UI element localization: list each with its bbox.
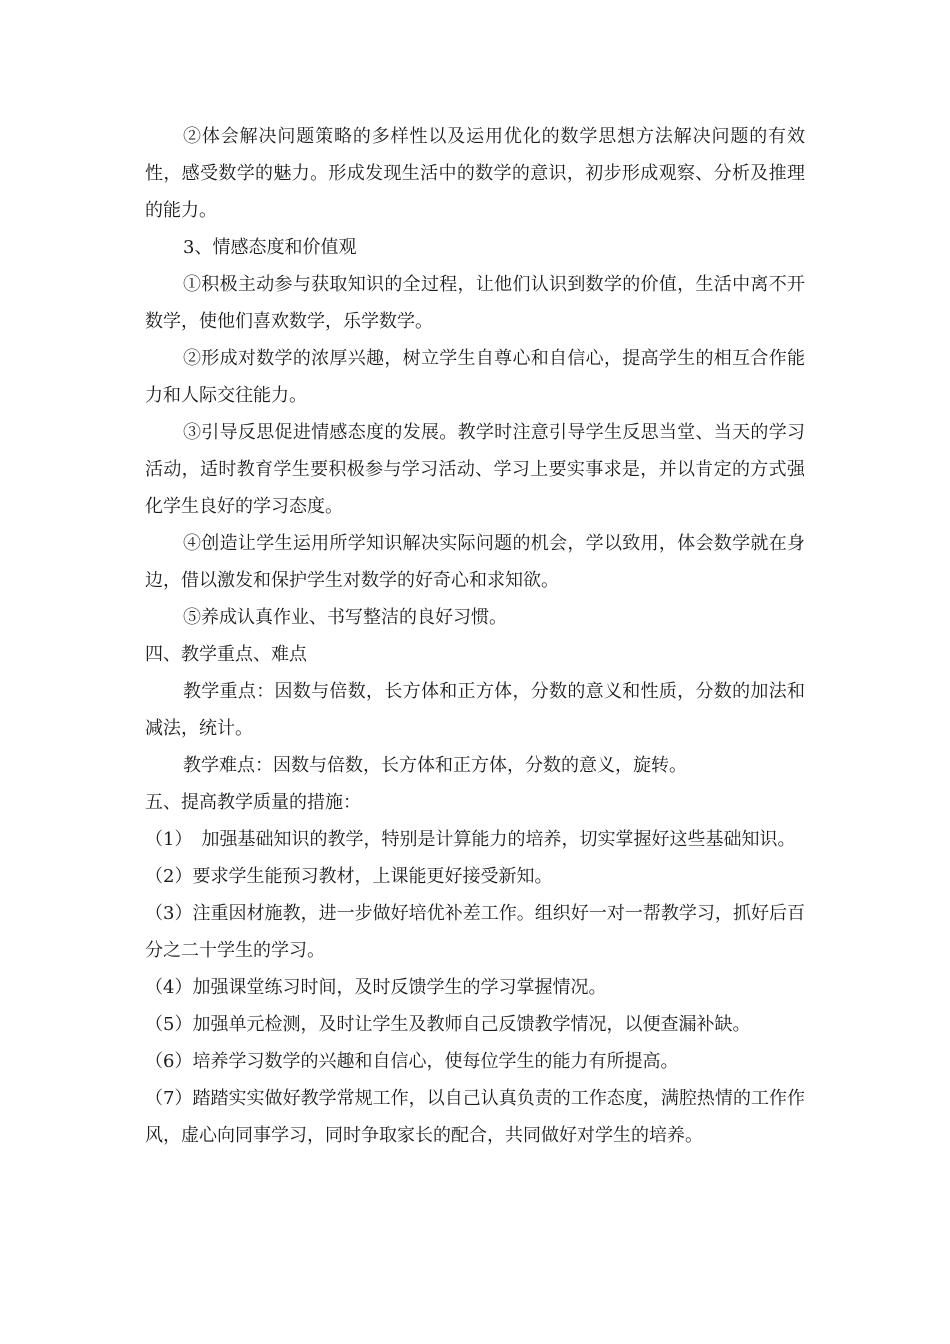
heading-quality-measures: 五、提高教学质量的措施：: [145, 792, 361, 813]
paragraph-apply-knowledge: ④创造让学生运用所学知识解决实际问题的机会，学以致用，体会数学就在身边，借以激发和保护学生对数学的好奇心和求知欲。: [145, 533, 805, 591]
list-item-measure-1: （1） 加强基础知识的教学，特别是计算能力的培养，切实掌握好这些基础知识。: [145, 829, 796, 850]
paragraph-key-points: 教学重点：因数与倍数，长方体和正方体，分数的意义和性质，分数的加法和减法，统计。: [145, 681, 805, 739]
paragraph-difficult-points: 教学难点：因数与倍数，长方体和正方体，分数的意义，旋转。: [183, 755, 687, 776]
list-item-measure-6: （6）培养学习数学的兴趣和自信心，使每位学生的能力有所提高。: [145, 1051, 679, 1072]
paragraph-active-participation: ①积极主动参与获取知识的全过程，让他们认识到数学的价值，生活中离不开数学，使他们喜欢数学，乐学数学。: [145, 274, 805, 332]
paragraph-interest-confidence: ②形成对数学的浓厚兴趣，树立学生自尊心和自信心，提高学生的相互合作能力和人际交往能力。: [145, 348, 805, 406]
list-item-measure-5: （5）加强单元检测，及时让学生及教师自己反馈教学情况，以便查漏补缺。: [145, 1014, 751, 1035]
paragraph-good-habits: ⑤养成认真作业、书写整洁的良好习惯。: [183, 607, 507, 628]
list-item-measure-2: （2）要求学生能预习教材，上课能更好接受新知。: [145, 866, 553, 887]
heading-emotion-attitude-values: 3、情感态度和价值观: [183, 237, 357, 258]
list-item-measure-7: （7）踏踏实实做好教学常规工作，以自己认真负责的工作态度，满腔热情的工作作风，虚心向同事学习，同时争取家长的配合，共同做好对学生的培养。: [145, 1088, 805, 1146]
heading-key-difficult-points: 四、教学重点、难点: [145, 644, 307, 665]
list-item-measure-3: （3）注重因材施教，进一步做好培优补差工作。组织好一对一帮教学习，抓好后百分之二十学生的学习。: [145, 903, 805, 961]
paragraph-strategy-diversity: ②体会解决问题策略的多样性以及运用优化的数学思想方法解决问题的有效性，感受数学的魅力。形成发现生活中的数学的意识，初步形成观察、分析及推理的能力。: [145, 126, 805, 221]
document-body: [145, 118, 805, 1154]
paragraph-reflection: ③引导反思促进情感态度的发展。教学时注意引导学生反思当堂、当天的学习活动，适时教育学生要积极参与学习活动、学习上要实事求是，并以肯定的方式强化学生良好的学习态度。: [145, 422, 805, 517]
list-item-measure-4: （4）加强课堂练习时间，及时反馈学生的学习掌握情况。: [145, 977, 607, 998]
